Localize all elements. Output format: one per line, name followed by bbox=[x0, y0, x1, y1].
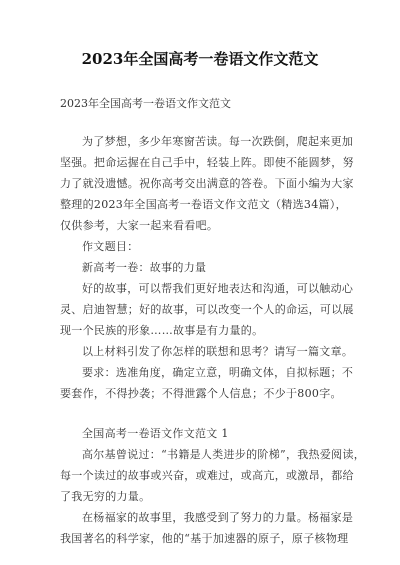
paragraph-line: 坚强。把命运握在自己手中，轻装上阵。即使不能圆梦，努 bbox=[60, 156, 354, 169]
paragraph-line: 仅供参考，大家一起来看看吧。 bbox=[60, 219, 219, 232]
paragraph-line: 整理的2023年全国高考一卷语文作文范文（精选34篇）， bbox=[60, 198, 347, 211]
paragraph-line: 在杨福家的故事里，我感受到了努力的力量。杨福家是 bbox=[82, 511, 354, 524]
paragraph-line: 现一个民族的形象……故事是有力量的。 bbox=[60, 324, 264, 337]
page-title: 2023年全国高考一卷语文作文范文 bbox=[81, 50, 319, 68]
paragraph-line: 力了就没遗憾。祝你高考交出满意的答卷。下面小编为大家 bbox=[60, 177, 354, 190]
paragraph-line: 每一个读过的故事或兴奋，或难过，或高亢，或激昂，都给 bbox=[60, 469, 354, 482]
paragraph-line: 好的故事，可以帮我们更好地表达和沟通，可以触动心 bbox=[82, 282, 354, 295]
paragraph-line: 灵、启迪智慧；好的故事，可以改变一个人的命运，可以展 bbox=[60, 303, 354, 316]
paragraph-line: 要套作，不得抄袭；不得泄露个人信息；不少于800字。 bbox=[60, 387, 342, 400]
paragraph-line: 我国著名的科学家，他的“基于加速器的原子，原子核物理 bbox=[60, 532, 349, 545]
document-subtitle: 2023年全国高考一卷语文作文范文 bbox=[60, 97, 231, 110]
paragraph-line: 新高考一卷：故事的力量 bbox=[82, 261, 207, 274]
paragraph-line: 为了梦想，多少年寒窗苦读。每一次跌倒，爬起来更加 bbox=[82, 135, 354, 148]
section-heading: 全国高考一卷语文作文范文 1 bbox=[82, 427, 229, 440]
paragraph-line: 高尔基曾说过：“书籍是人类进步的阶梯”，我热爱阅读， bbox=[82, 448, 366, 461]
paragraph-line: 要求：选准角度，确定立意，明确文体，自拟标题；不 bbox=[82, 366, 354, 379]
paragraph-line: 以上材料引发了你怎样的联想和思考？请写一篇文章。 bbox=[82, 345, 354, 358]
paragraph-line: 了我无穷的力量。 bbox=[60, 490, 151, 503]
paragraph-line: 作文题目： bbox=[82, 240, 139, 253]
